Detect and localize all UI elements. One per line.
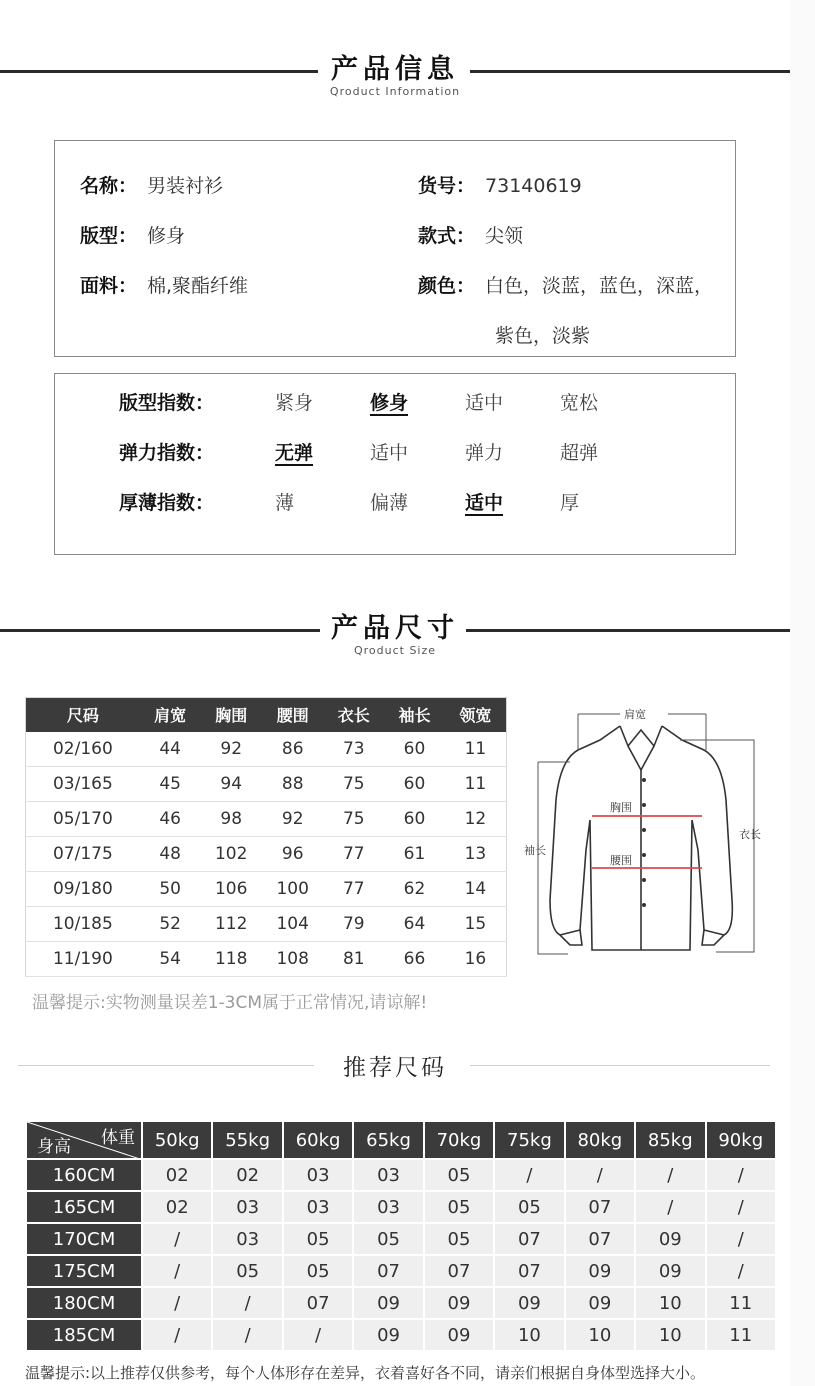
recommended-size-cell: 05 bbox=[494, 1191, 564, 1223]
size-value-cell: 96 bbox=[262, 837, 324, 872]
size-value-cell: 75 bbox=[323, 802, 384, 837]
table-row bbox=[26, 907, 507, 942]
recommended-size-cell: 03 bbox=[353, 1159, 423, 1191]
section-subtitle: Qroduct Information bbox=[329, 85, 461, 98]
size-value-cell: 44 bbox=[140, 732, 201, 767]
index-label: 厚薄指数： bbox=[119, 492, 215, 514]
chest-label: 胸围 bbox=[610, 801, 632, 814]
size-value-cell: 11 bbox=[445, 732, 507, 767]
index-option-selected: 适中 bbox=[465, 492, 504, 514]
recommended-size-cell: 10 bbox=[635, 1287, 705, 1319]
index-option: 超弹 bbox=[560, 442, 599, 464]
recommended-size-cell: / bbox=[494, 1159, 564, 1191]
style-value: 尖领 bbox=[485, 225, 524, 247]
index-option: 适中 bbox=[370, 442, 409, 464]
recommended-size-cell: / bbox=[142, 1255, 212, 1287]
fit-index-box bbox=[54, 373, 736, 555]
table-row bbox=[26, 1319, 776, 1351]
recommended-size-cell: 07 bbox=[353, 1255, 423, 1287]
recommended-size-cell: 09 bbox=[565, 1287, 635, 1319]
size-value-cell: 92 bbox=[200, 732, 262, 767]
size-value-cell: 61 bbox=[384, 837, 445, 872]
size-col-header: 腰围 bbox=[262, 698, 324, 732]
size-value-cell: 48 bbox=[140, 837, 201, 872]
height-row-header: 160CM bbox=[26, 1159, 142, 1191]
size-value-cell: 54 bbox=[140, 942, 201, 977]
sku-label: 货号： bbox=[418, 175, 476, 197]
section-subtitle: Qroduct Size bbox=[353, 644, 437, 657]
recommended-size-cell: 03 bbox=[283, 1159, 353, 1191]
corner-cell bbox=[26, 1121, 142, 1159]
recommended-size-cell: 09 bbox=[565, 1255, 635, 1287]
recommended-size-cell: 09 bbox=[424, 1287, 494, 1319]
product-size-header bbox=[0, 611, 790, 661]
info-fit bbox=[80, 221, 185, 248]
name-value: 男装衬衫 bbox=[147, 175, 224, 197]
recommended-size-cell: / bbox=[565, 1159, 635, 1191]
size-code-cell: 07/175 bbox=[26, 837, 140, 872]
recommended-size-cell: / bbox=[212, 1287, 282, 1319]
index-option: 宽松 bbox=[560, 392, 599, 414]
size-value-cell: 14 bbox=[445, 872, 507, 907]
size-value-cell: 118 bbox=[200, 942, 262, 977]
recommended-size-cell: 09 bbox=[353, 1287, 423, 1319]
weight-col-header: 50kg bbox=[142, 1121, 212, 1159]
table-row bbox=[26, 767, 507, 802]
size-col-header: 衣长 bbox=[323, 698, 384, 732]
size-code-cell: 10/185 bbox=[26, 907, 140, 942]
length-label: 衣长 bbox=[739, 828, 761, 841]
size-value-cell: 60 bbox=[384, 802, 445, 837]
recommended-size-cell: 07 bbox=[494, 1255, 564, 1287]
table-row bbox=[26, 1223, 776, 1255]
recommended-size-cell: 03 bbox=[353, 1191, 423, 1223]
index-option: 紧身 bbox=[275, 392, 314, 414]
height-row-header: 175CM bbox=[26, 1255, 142, 1287]
recommended-size-cell: 11 bbox=[706, 1319, 777, 1351]
weight-col-header: 85kg bbox=[635, 1121, 705, 1159]
weight-col-header: 80kg bbox=[565, 1121, 635, 1159]
size-value-cell: 92 bbox=[262, 802, 324, 837]
sku-value: 73140619 bbox=[485, 175, 582, 197]
size-code-cell: 11/190 bbox=[26, 942, 140, 977]
size-value-cell: 112 bbox=[200, 907, 262, 942]
product-info-header bbox=[0, 52, 790, 102]
size-value-cell: 98 bbox=[200, 802, 262, 837]
table-row bbox=[26, 1191, 776, 1223]
index-option-selected: 修身 bbox=[370, 392, 409, 414]
shirt-measurement-diagram bbox=[520, 700, 770, 960]
recommended-size-cell: 05 bbox=[424, 1159, 494, 1191]
table-row bbox=[26, 1159, 776, 1191]
shirt-illustration bbox=[520, 700, 770, 960]
recommended-size-cell: 09 bbox=[635, 1255, 705, 1287]
color-label: 颜色： bbox=[418, 275, 476, 297]
measurement-tip: 温馨提示:实物测量误差1-3CM属于正常情况,请谅解! bbox=[32, 993, 428, 1013]
recommended-size-cell: 07 bbox=[424, 1255, 494, 1287]
size-code-cell: 03/165 bbox=[26, 767, 140, 802]
fabric-value: 棉,聚酯纤维 bbox=[147, 275, 249, 297]
size-value-cell: 52 bbox=[140, 907, 201, 942]
table-row bbox=[26, 872, 507, 907]
recommended-size-cell: 02 bbox=[212, 1159, 282, 1191]
height-row-header: 180CM bbox=[26, 1287, 142, 1319]
recommended-size-cell: 05 bbox=[212, 1255, 282, 1287]
size-value-cell: 62 bbox=[384, 872, 445, 907]
height-row-header: 170CM bbox=[26, 1223, 142, 1255]
index-option: 厚 bbox=[560, 492, 580, 514]
section-title: 产品尺寸 bbox=[331, 613, 459, 644]
recommended-size-cell: 11 bbox=[706, 1287, 777, 1319]
size-value-cell: 106 bbox=[200, 872, 262, 907]
shoulder-label: 肩宽 bbox=[624, 708, 646, 721]
size-col-header: 袖长 bbox=[384, 698, 445, 732]
size-col-header: 领宽 bbox=[445, 698, 507, 732]
size-value-cell: 94 bbox=[200, 767, 262, 802]
weight-col-header: 60kg bbox=[283, 1121, 353, 1159]
size-table bbox=[25, 697, 507, 977]
weight-col-header: 75kg bbox=[494, 1121, 564, 1159]
recommended-size-cell: 05 bbox=[283, 1255, 353, 1287]
recommended-size-cell: / bbox=[706, 1255, 777, 1287]
weight-col-header: 65kg bbox=[353, 1121, 423, 1159]
table-row bbox=[26, 1255, 776, 1287]
recommend-header bbox=[0, 1045, 790, 1085]
style-label: 款式： bbox=[418, 225, 476, 247]
recommended-size-cell: 03 bbox=[212, 1223, 282, 1255]
recommend-size-table bbox=[25, 1120, 777, 1352]
size-value-cell: 60 bbox=[384, 732, 445, 767]
size-col-header: 肩宽 bbox=[140, 698, 201, 732]
size-value-cell: 73 bbox=[323, 732, 384, 767]
product-info-box bbox=[54, 140, 736, 357]
recommended-size-cell: 02 bbox=[142, 1159, 212, 1191]
info-name bbox=[80, 171, 223, 198]
color-value-line2: 紫色，淡紫 bbox=[495, 325, 591, 347]
recommended-size-cell: / bbox=[212, 1319, 282, 1351]
fabric-label: 面料： bbox=[80, 275, 138, 297]
size-value-cell: 45 bbox=[140, 767, 201, 802]
recommended-size-cell: 03 bbox=[283, 1191, 353, 1223]
size-value-cell: 86 bbox=[262, 732, 324, 767]
table-row bbox=[26, 837, 507, 872]
info-color bbox=[418, 271, 713, 298]
size-value-cell: 79 bbox=[323, 907, 384, 942]
sleeve-label: 袖长 bbox=[524, 844, 546, 857]
weight-axis-label: 体重 bbox=[101, 1128, 135, 1148]
color-value-line1: 白色，淡蓝，蓝色，深蓝， bbox=[485, 275, 714, 297]
recommend-tip: 温馨提示:以上推荐仅供参考，每个人体形存在差异，衣着喜好各不同，请亲们根据自身体型选择大小。 bbox=[25, 1364, 706, 1382]
recommended-size-cell: 05 bbox=[353, 1223, 423, 1255]
recommended-size-cell: 05 bbox=[424, 1223, 494, 1255]
size-value-cell: 66 bbox=[384, 942, 445, 977]
info-fabric bbox=[80, 271, 248, 298]
info-sku bbox=[418, 171, 582, 198]
size-value-cell: 77 bbox=[323, 837, 384, 872]
height-row-header: 165CM bbox=[26, 1191, 142, 1223]
recommended-size-cell: / bbox=[142, 1287, 212, 1319]
size-value-cell: 77 bbox=[323, 872, 384, 907]
fit-label: 版型： bbox=[80, 225, 138, 247]
index-option: 薄 bbox=[275, 492, 295, 514]
name-label: 名称： bbox=[80, 175, 138, 197]
recommended-size-cell: 10 bbox=[494, 1319, 564, 1351]
recommended-size-cell: 05 bbox=[424, 1191, 494, 1223]
index-option: 适中 bbox=[465, 392, 504, 414]
size-table-header bbox=[26, 698, 507, 732]
recommended-size-cell: 07 bbox=[283, 1287, 353, 1319]
size-code-cell: 05/170 bbox=[26, 802, 140, 837]
size-value-cell: 60 bbox=[384, 767, 445, 802]
recommended-size-cell: 09 bbox=[635, 1223, 705, 1255]
index-label: 版型指数： bbox=[119, 392, 215, 414]
recommended-size-cell: 09 bbox=[494, 1287, 564, 1319]
table-row bbox=[26, 802, 507, 837]
recommend-table-header bbox=[26, 1121, 776, 1159]
weight-col-header: 70kg bbox=[424, 1121, 494, 1159]
table-row bbox=[26, 1287, 776, 1319]
index-option: 偏薄 bbox=[370, 492, 409, 514]
size-value-cell: 104 bbox=[262, 907, 324, 942]
recommended-size-cell: 02 bbox=[142, 1191, 212, 1223]
size-value-cell: 50 bbox=[140, 872, 201, 907]
recommended-size-cell: 09 bbox=[353, 1319, 423, 1351]
height-axis-label: 身高 bbox=[37, 1137, 71, 1157]
recommended-size-cell: / bbox=[635, 1159, 705, 1191]
size-value-cell: 13 bbox=[445, 837, 507, 872]
size-value-cell: 81 bbox=[323, 942, 384, 977]
weight-col-header: 90kg bbox=[706, 1121, 777, 1159]
size-value-cell: 88 bbox=[262, 767, 324, 802]
waist-label: 腰围 bbox=[610, 854, 632, 867]
index-option-selected: 无弹 bbox=[275, 442, 314, 464]
recommended-size-cell: 05 bbox=[283, 1223, 353, 1255]
index-label: 弹力指数： bbox=[119, 442, 215, 464]
table-row bbox=[26, 732, 507, 767]
weight-col-header: 55kg bbox=[212, 1121, 282, 1159]
right-margin bbox=[790, 0, 815, 1386]
recommended-size-cell: / bbox=[706, 1159, 777, 1191]
recommended-size-cell: / bbox=[706, 1191, 777, 1223]
recommended-size-cell: 10 bbox=[635, 1319, 705, 1351]
index-option: 弹力 bbox=[465, 442, 504, 464]
size-value-cell: 46 bbox=[140, 802, 201, 837]
size-value-cell: 75 bbox=[323, 767, 384, 802]
table-row bbox=[26, 942, 507, 977]
size-code-cell: 09/180 bbox=[26, 872, 140, 907]
recommend-title: 推荐尺码 bbox=[343, 1055, 447, 1081]
recommended-size-cell: / bbox=[635, 1191, 705, 1223]
recommended-size-cell: 07 bbox=[494, 1223, 564, 1255]
size-value-cell: 15 bbox=[445, 907, 507, 942]
recommended-size-cell: / bbox=[142, 1319, 212, 1351]
size-col-header: 胸围 bbox=[200, 698, 262, 732]
recommended-size-cell: 07 bbox=[565, 1191, 635, 1223]
size-value-cell: 100 bbox=[262, 872, 324, 907]
recommended-size-cell: / bbox=[706, 1223, 777, 1255]
size-value-cell: 11 bbox=[445, 767, 507, 802]
height-row-header: 185CM bbox=[26, 1319, 142, 1351]
section-title: 产品信息 bbox=[331, 54, 459, 85]
size-code-cell: 02/160 bbox=[26, 732, 140, 767]
recommended-size-cell: 03 bbox=[212, 1191, 282, 1223]
recommended-size-cell: / bbox=[283, 1319, 353, 1351]
size-col-header: 尺码 bbox=[26, 698, 140, 732]
recommended-size-cell: 09 bbox=[424, 1319, 494, 1351]
size-value-cell: 64 bbox=[384, 907, 445, 942]
size-value-cell: 12 bbox=[445, 802, 507, 837]
size-value-cell: 108 bbox=[262, 942, 324, 977]
recommended-size-cell: 10 bbox=[565, 1319, 635, 1351]
size-value-cell: 16 bbox=[445, 942, 507, 977]
recommended-size-cell: / bbox=[142, 1223, 212, 1255]
size-value-cell: 102 bbox=[200, 837, 262, 872]
info-style bbox=[418, 221, 523, 248]
fit-value: 修身 bbox=[147, 225, 186, 247]
recommended-size-cell: 07 bbox=[565, 1223, 635, 1255]
